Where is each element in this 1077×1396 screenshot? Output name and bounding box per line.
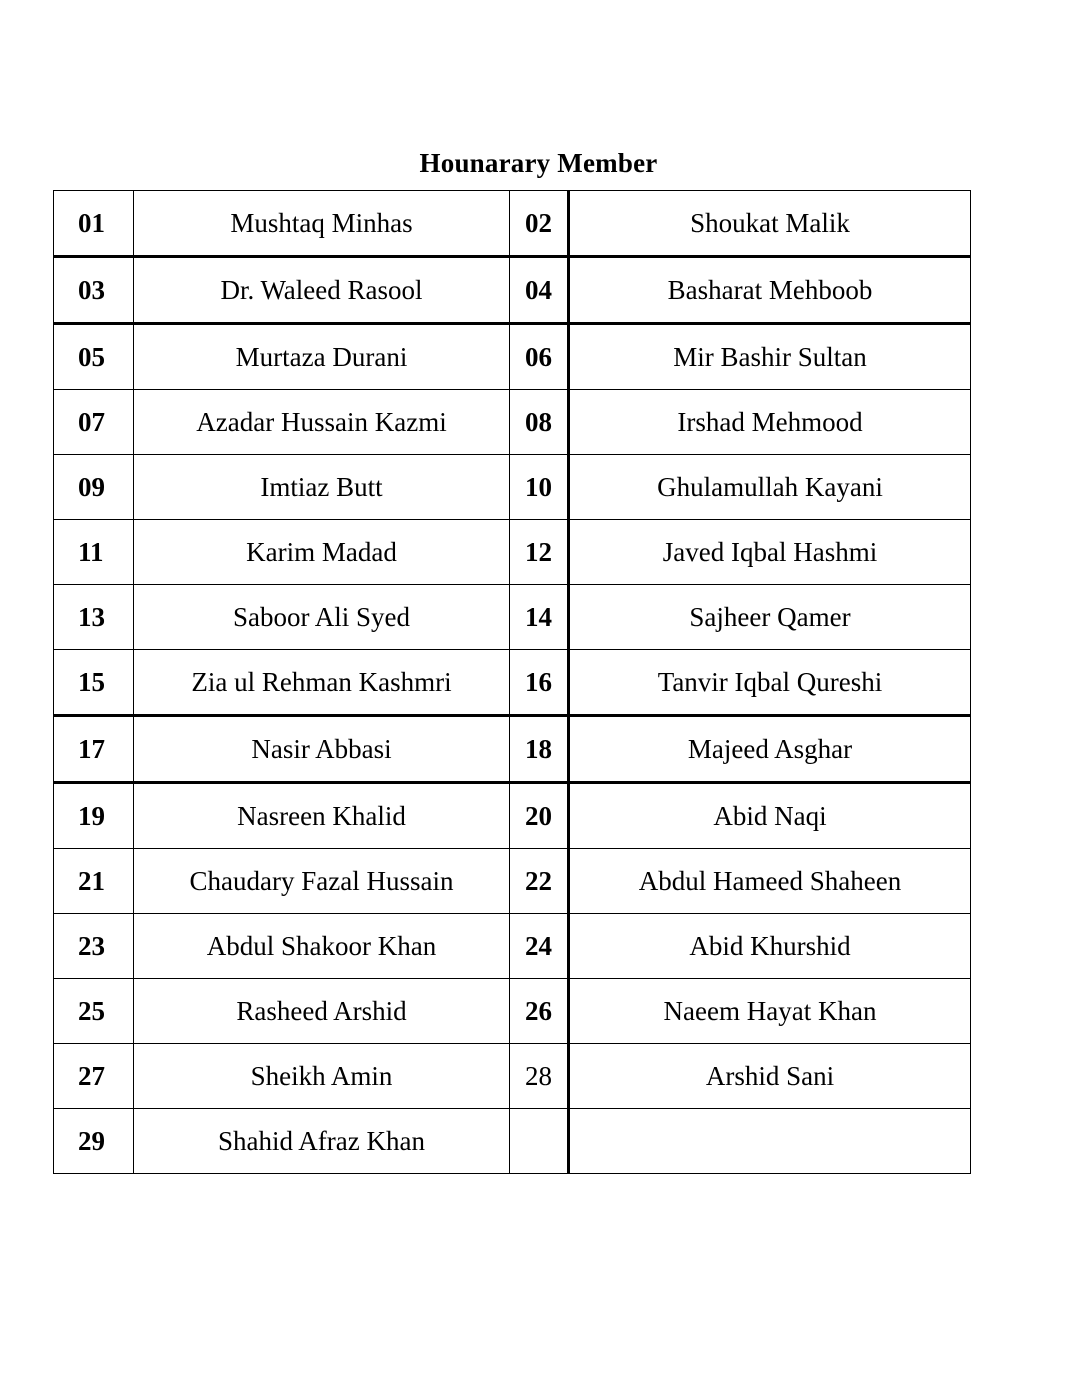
member-number: 23: [54, 914, 134, 979]
member-name: Dr. Waleed Rasool: [134, 257, 510, 324]
member-name: Rasheed Arshid: [134, 979, 510, 1044]
member-number: 26: [510, 979, 569, 1044]
member-number: 05: [54, 324, 134, 390]
member-number: 14: [510, 585, 569, 650]
table-row: [54, 191, 971, 257]
member-number: 24: [510, 914, 569, 979]
member-name: Shahid Afraz Khan: [134, 1109, 510, 1174]
member-name: [569, 1109, 971, 1174]
member-number: 20: [510, 783, 569, 849]
member-name: Arshid Sani: [569, 1044, 971, 1109]
member-name: Nasir Abbasi: [134, 716, 510, 783]
members-table: [53, 190, 971, 1174]
member-name: Majeed Asghar: [569, 716, 971, 783]
member-name: Abdul Shakoor Khan: [134, 914, 510, 979]
member-name: Abid Khurshid: [569, 914, 971, 979]
member-number: 03: [54, 257, 134, 324]
table-row: [54, 979, 971, 1044]
member-number: 13: [54, 585, 134, 650]
table-row: [54, 650, 971, 716]
member-name: Ghulamullah Kayani: [569, 455, 971, 520]
member-number: 10: [510, 455, 569, 520]
member-name: Irshad Mehmood: [569, 390, 971, 455]
table-row: [54, 849, 971, 914]
member-name: Sajheer Qamer: [569, 585, 971, 650]
member-name: Basharat Mehboob: [569, 257, 971, 324]
member-name: Karim Madad: [134, 520, 510, 585]
member-name: Azadar Hussain Kazmi: [134, 390, 510, 455]
member-name: Abdul Hameed Shaheen: [569, 849, 971, 914]
member-number: 17: [54, 716, 134, 783]
member-number: 19: [54, 783, 134, 849]
member-number: 16: [510, 650, 569, 716]
member-name: Sheikh Amin: [134, 1044, 510, 1109]
table-row: [54, 914, 971, 979]
member-name: Imtiaz Butt: [134, 455, 510, 520]
table-row: [54, 455, 971, 520]
member-name: Zia ul Rehman Kashmri: [134, 650, 510, 716]
member-number: 12: [510, 520, 569, 585]
member-name: Tanvir Iqbal Qureshi: [569, 650, 971, 716]
table-row: [54, 520, 971, 585]
member-number: 18: [510, 716, 569, 783]
member-number: 01: [54, 191, 134, 257]
member-number: 08: [510, 390, 569, 455]
member-name: Mushtaq Minhas: [134, 191, 510, 257]
member-name: Nasreen Khalid: [134, 783, 510, 849]
page-title: Hounarary Member: [419, 148, 658, 178]
member-name: Shoukat Malik: [569, 191, 971, 257]
member-name: Chaudary Fazal Hussain: [134, 849, 510, 914]
table-row: [54, 1109, 971, 1174]
member-number: 21: [54, 849, 134, 914]
member-number: 25: [54, 979, 134, 1044]
member-name: Naeem Hayat Khan: [569, 979, 971, 1044]
table-row: [54, 585, 971, 650]
member-number: 06: [510, 324, 569, 390]
member-number: 28: [510, 1044, 569, 1109]
member-number: [510, 1109, 569, 1174]
member-name: Abid Naqi: [569, 783, 971, 849]
table-row: [54, 783, 971, 849]
table-row: [54, 324, 971, 390]
table-row: [54, 257, 971, 324]
member-name: Saboor Ali Syed: [134, 585, 510, 650]
member-number: 29: [54, 1109, 134, 1174]
member-name: Murtaza Durani: [134, 324, 510, 390]
member-number: 09: [54, 455, 134, 520]
member-number: 04: [510, 257, 569, 324]
member-number: 15: [54, 650, 134, 716]
member-number: 27: [54, 1044, 134, 1109]
member-name: Mir Bashir Sultan: [569, 324, 971, 390]
table-row: [54, 1044, 971, 1109]
member-number: 11: [54, 520, 134, 585]
member-number: 07: [54, 390, 134, 455]
member-number: 22: [510, 849, 569, 914]
member-name: Javed Iqbal Hashmi: [569, 520, 971, 585]
table-row: [54, 390, 971, 455]
table-row: [54, 716, 971, 783]
member-number: 02: [510, 191, 569, 257]
